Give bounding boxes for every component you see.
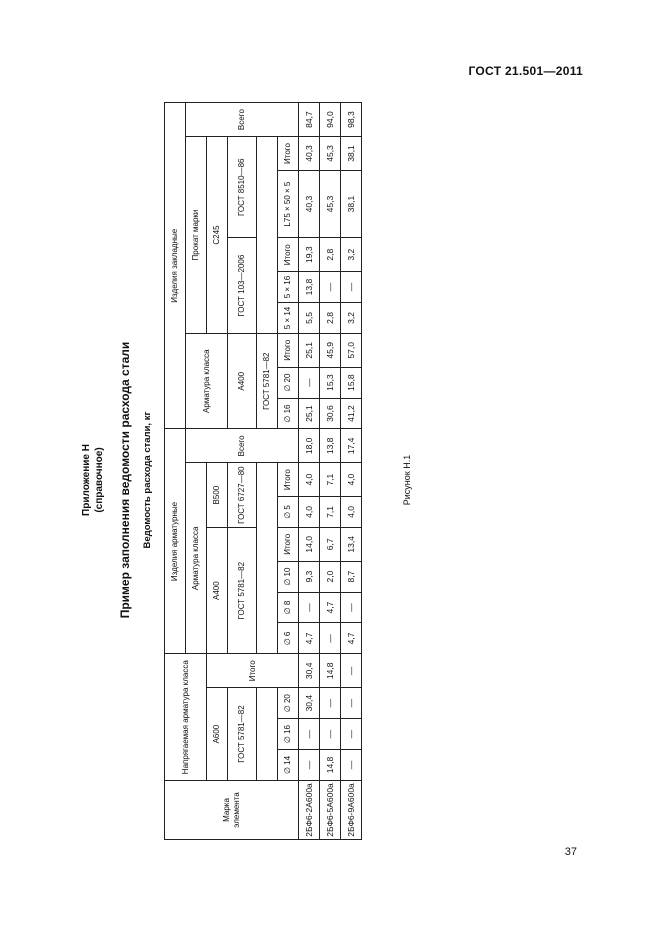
table-cell: —: [341, 688, 362, 719]
appendix-heading: [80, 100, 106, 860]
embedded-rebar-class: А400: [228, 333, 257, 429]
spacer: [257, 137, 278, 238]
table-cell: 4,0: [299, 463, 320, 497]
embedded-rebar-class-header: Арматура класса: [186, 333, 228, 429]
table-cell: 41,2: [341, 398, 362, 429]
spacer: [257, 527, 278, 654]
table-cell: 4,7: [320, 592, 341, 623]
rebar-items-group-header: Изделия арматурные: [165, 429, 186, 654]
row-mark: 2БФ6-2А600а: [299, 780, 320, 839]
col-header: ∅ 14: [278, 750, 299, 781]
table-cell: 30,6: [320, 398, 341, 429]
prestressed-group-header: Напрягаемая арматура класса: [165, 654, 207, 781]
prestressed-class: А600: [207, 688, 228, 781]
table-cell: 4,7: [299, 623, 320, 654]
rebar-class-a400: А400: [207, 527, 228, 654]
table-cell: 40,3: [299, 170, 320, 237]
figure-caption: Рисунок Н.1: [402, 454, 412, 506]
table-cell: 14,0: [299, 527, 320, 561]
table-cell: 45,3: [320, 170, 341, 237]
col-header: ∅ 6: [278, 623, 299, 654]
embedded-rebar-gost: ГОСТ 5781—82: [257, 333, 278, 429]
table-cell: 40,3: [299, 137, 320, 171]
table-cell: 18,0: [299, 429, 320, 463]
embedded-all-header: Всего: [186, 103, 299, 137]
table-cell: 84,7: [299, 103, 320, 137]
rolled-gost-8510: ГОСТ 8510—86: [228, 137, 257, 238]
col-header: Итого: [278, 137, 299, 171]
table-cell: 4,0: [341, 497, 362, 528]
col-header: Итого: [278, 463, 299, 497]
table-cell: 6,7: [320, 527, 341, 561]
col-header: ∅ 20: [278, 688, 299, 719]
page-title: Пример заполнения ведомости расхода стали: [118, 341, 132, 619]
rolled-grade: С245: [207, 137, 228, 334]
table-cell: —: [320, 272, 341, 303]
table-cell: 57,0: [341, 333, 362, 367]
table-cell: —: [341, 592, 362, 623]
steel-consumption-table: [164, 102, 362, 840]
table-cell: 2,0: [320, 561, 341, 592]
rotated-content: [80, 100, 410, 860]
table-cell: 13,8: [299, 272, 320, 303]
table-cell: 3,2: [341, 303, 362, 334]
table-cell: —: [299, 719, 320, 750]
col-header: ∅ 5: [278, 497, 299, 528]
col-header: Итого: [278, 238, 299, 272]
page-number: 37: [564, 846, 577, 858]
col-header: ∅ 16: [278, 719, 299, 750]
col-header: 5 × 14: [278, 303, 299, 334]
col-header: ∅ 10: [278, 561, 299, 592]
table-cell: —: [341, 719, 362, 750]
table-cell: 25,1: [299, 333, 320, 367]
col-header: ∅ 8: [278, 592, 299, 623]
table-cell: 19,3: [299, 238, 320, 272]
table-cell: 4,0: [341, 463, 362, 497]
table-cell: 98,3: [341, 103, 362, 137]
table-body: [299, 103, 362, 840]
table-cell: 45,9: [320, 333, 341, 367]
table-cell: 14,8: [320, 750, 341, 781]
table-cell: 30,4: [299, 654, 320, 688]
table-cell: 3,2: [341, 238, 362, 272]
table-cell: 38,1: [341, 170, 362, 237]
table-cell: 7,1: [320, 463, 341, 497]
table-cell: —: [299, 367, 320, 398]
table-cell: 15,8: [341, 367, 362, 398]
appendix-label: Приложение Н: [81, 444, 92, 516]
table-cell: 14,8: [320, 654, 341, 688]
table-cell: 4,0: [299, 497, 320, 528]
row-mark: 2БФ6-5А600а: [320, 780, 341, 839]
table-cell: 17,4: [341, 429, 362, 463]
table-cell: 2,8: [320, 238, 341, 272]
spacer: [257, 463, 278, 528]
rebar-items-all-header: Всего: [186, 429, 299, 463]
table-cell: 8,7: [341, 561, 362, 592]
table-cell: 5,5: [299, 303, 320, 334]
table-cell: —: [341, 654, 362, 688]
table-cell: 13,4: [341, 527, 362, 561]
table-cell: 30,4: [299, 688, 320, 719]
rolled-grade-label: Прокат марки: [186, 137, 207, 334]
spacer: [257, 238, 278, 334]
col-header: 5 × 16: [278, 272, 299, 303]
document-code: ГОСТ 21.501—2011: [468, 64, 583, 78]
table-cell: 7,1: [320, 497, 341, 528]
row-mark: 2БФ6-9А600а: [341, 780, 362, 839]
table-cell: 45,3: [320, 137, 341, 171]
col-header: Итого: [278, 333, 299, 367]
table-cell: —: [320, 719, 341, 750]
table-cell: 4,7: [341, 623, 362, 654]
prestressed-gost: ГОСТ 5781—82: [228, 688, 257, 781]
table-cell: 9,3: [299, 561, 320, 592]
rebar-gost-5781: ГОСТ 5781—82: [228, 527, 257, 654]
prestressed-total-header: Итого: [207, 654, 299, 688]
rebar-class-header: Арматура класса: [186, 463, 207, 654]
rolled-gost-103: ГОСТ 103—2006: [228, 238, 257, 334]
table-row: [299, 103, 320, 840]
table-cell: 15,3: [320, 367, 341, 398]
table-cell: 13,8: [320, 429, 341, 463]
table-cell: —: [341, 272, 362, 303]
appendix-type: (справочное): [94, 447, 105, 513]
col-header: ∅ 16: [278, 398, 299, 429]
col-header: L75 × 50 × 5: [278, 170, 299, 237]
embedded-group-header: Изделия закладные: [165, 103, 186, 430]
table-cell: 38,1: [341, 137, 362, 171]
table-cell: —: [299, 750, 320, 781]
mark-header: Марка элемента: [165, 780, 299, 839]
col-header: Итого: [278, 527, 299, 561]
table-row: [320, 103, 341, 840]
spacer: [257, 688, 278, 781]
table-cell: 25,1: [299, 398, 320, 429]
col-header: ∅ 20: [278, 367, 299, 398]
table-cell: 94,0: [320, 103, 341, 137]
table-cell: —: [341, 750, 362, 781]
table-cell: —: [299, 592, 320, 623]
table-cell: 2,8: [320, 303, 341, 334]
table-cell: —: [320, 623, 341, 654]
table-subtitle: Ведомость расхода стали, кг: [142, 411, 153, 549]
table-cell: —: [320, 688, 341, 719]
rebar-class-b500: В500: [207, 463, 228, 528]
rebar-gost-6727: ГОСТ 6727—80: [228, 463, 257, 528]
table-row: [341, 103, 362, 840]
